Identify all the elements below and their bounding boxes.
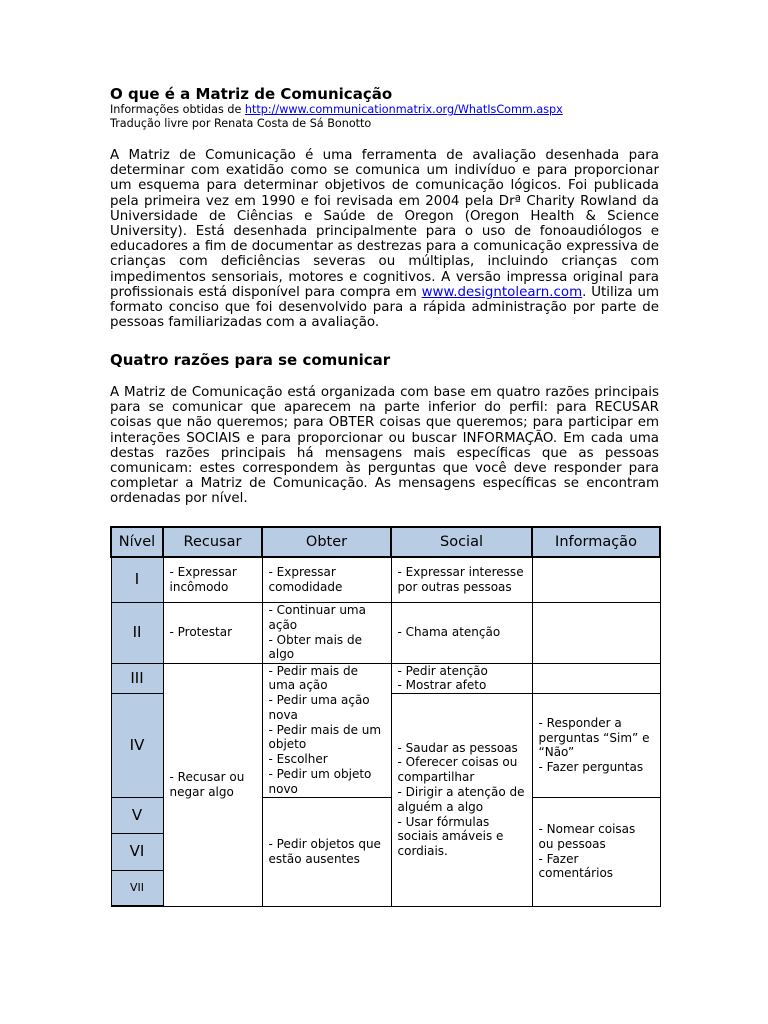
informacao-level-2: [532, 602, 660, 663]
designtolearn-link[interactable]: www.designtolearn.com: [421, 284, 583, 300]
recusar-level-3-7: - Recusar ou negar algo: [163, 663, 262, 906]
level-cell: II: [111, 602, 163, 663]
intro-paragraph: [110, 148, 659, 330]
header-obter: Obter: [262, 527, 391, 557]
header-recusar: Recusar: [163, 527, 262, 557]
obter-level-5-7: - Pedir objetos que estão ausentes: [262, 797, 391, 906]
intro-text-after-link: . Utiliza um formato conciso que foi desenvolvido para a rápida administração por parte de pessoas familiarizadas com a avaliação.: [110, 284, 659, 331]
recusar-level-2: - Protestar: [163, 602, 262, 663]
obter-level-3-4: - Pedir mais de uma ação - Pedir uma ação nova - Pedir mais de um objeto - Escolher - Pedir um objeto novo: [262, 663, 391, 797]
obter-level-1: - Expressar comodidade: [262, 557, 391, 602]
level-cell: III: [111, 663, 163, 694]
table-row-level-3: [111, 663, 660, 694]
recusar-level-1: - Expressar incômodo: [163, 557, 262, 602]
level-cell: IV: [111, 694, 163, 798]
source-prefix: Informações obtidas de: [110, 103, 245, 116]
source-line: [110, 103, 563, 117]
informacao-level-1: [532, 557, 660, 602]
informacao-level-4: - Responder a perguntas “Sim” e “Não” - Fazer perguntas: [532, 694, 660, 798]
header-social: Social: [391, 527, 532, 557]
informacao-level-3: [532, 663, 660, 694]
social-level-1: - Expressar interesse por outras pessoas: [391, 557, 532, 602]
intro-text-before-link: A Matriz de Comunicação é uma ferramenta de avaliação desenhada para determinar com exatidão como se comunica um indivíduo e para proporcionar um esquema para determinar objetivos de comunicação lógicos. Foi publicada pela primeira vez em 1990 e foi revisada em 2004 pela Drª Charity Rowland da Universidade de Ciências e Saúde de Oregon (Oregon Health & Science University). Está desenhada principalmente para o uso de fonoaudiólogos e educadores a fim de documentar as destrezas para a comunicação expressiva de crianças com deficiências severas ou múltiplas, incluindo crianças com impedimentos sensoriais, motores e cognitivos. A versão impressa original para profissionais está disponível para compra em: [110, 148, 659, 300]
level-cell: I: [111, 557, 163, 602]
level-cell: VI: [111, 833, 163, 870]
social-level-2: - Chama atenção: [391, 602, 532, 663]
social-level-4-7: - Saudar as pessoas - Oferecer coisas ou compartilhar - Dirigir a atenção de alguém a algo - Usar fórmulas sociais amáveis e cordiais.: [391, 694, 532, 907]
source-link[interactable]: http://www.communicationmatrix.org/WhatIsComm.aspx: [244, 103, 563, 116]
level-cell: V: [111, 797, 163, 833]
section-title: Quatro razões para se comunicar: [110, 351, 391, 369]
informacao-level-5-7: - Nomear coisas ou pessoas - Fazer comentários: [532, 797, 660, 906]
communication-matrix-table: [110, 526, 661, 907]
page-title: O que é a Matriz de Comunicação: [110, 85, 393, 103]
translation-credit: Tradução livre por Renata Costa de Sá Bonotto: [110, 117, 372, 130]
table-row-level-2: [111, 602, 660, 663]
header-informacao: Informação: [532, 527, 660, 557]
header-nivel: Nível: [111, 527, 163, 557]
obter-level-2: - Continuar uma ação - Obter mais de algo: [262, 602, 391, 663]
level-cell: VII: [111, 870, 163, 906]
social-level-3: - Pedir atenção - Mostrar afeto: [391, 663, 532, 694]
table-header-row: [111, 527, 660, 557]
table-row-level-1: [111, 557, 660, 602]
section-paragraph: A Matriz de Comunicação está organizada com base em quatro razões principais para se comunicar que aparecem na parte inferior do perfil: para RECUSAR coisas que não queremos; para OBTER coisas que queremos; para participar em interações SOCIAIS e para proporcionar ou buscar INFORMAÇÃO. Em cada uma destas razões principais há mensagens mais específicas que as pessoas comunicam: estes correspondem às perguntas que você deve responder para completar a Matriz de Comunicação. As mensagens específicas se encontram ordenadas por nível.: [110, 385, 659, 507]
